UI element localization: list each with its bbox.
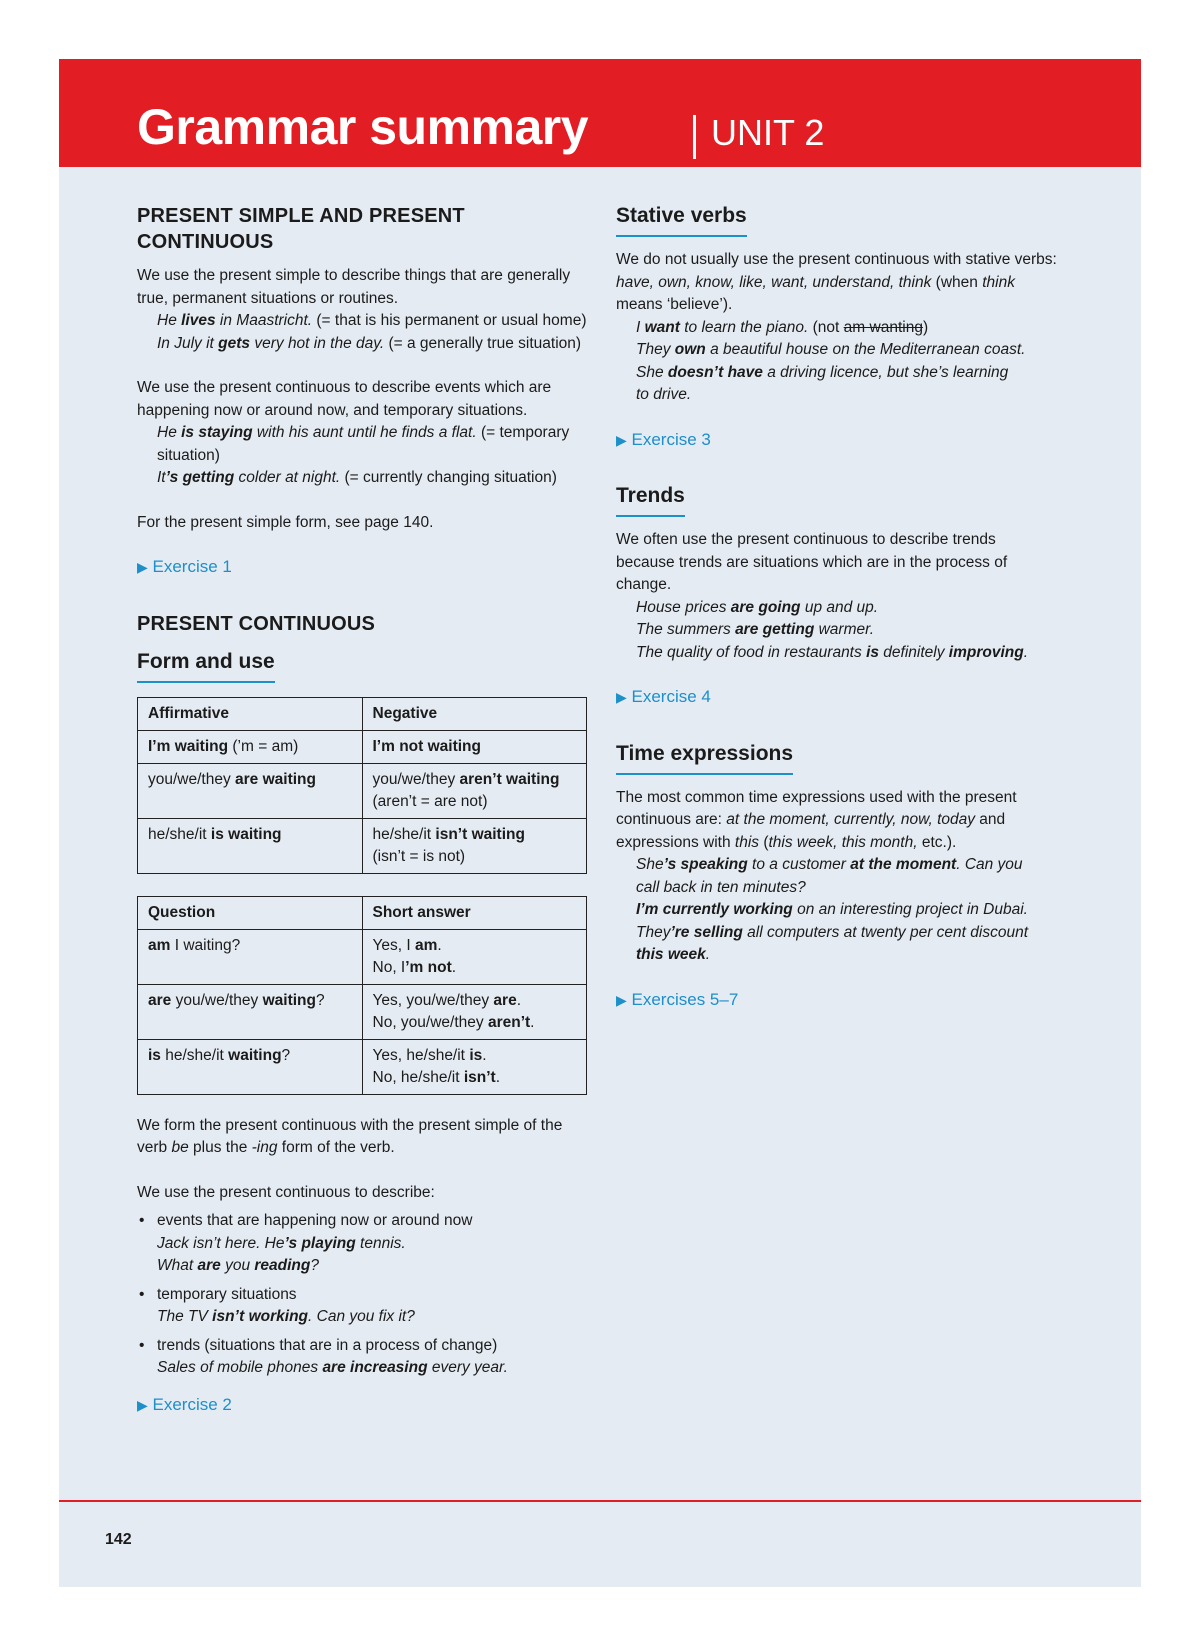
unit-label: UNIT 2 bbox=[711, 112, 825, 153]
page-number: 142 bbox=[105, 1531, 132, 1548]
triangle-right-icon: ▶ bbox=[616, 431, 627, 448]
example-sentence: I want to learn the piano. (not am wanting) bbox=[636, 318, 929, 336]
example-sentence: He is staying with his aunt until he finds a flat. (= temporary situation) bbox=[157, 424, 570, 464]
exercises-5-7-link[interactable]: ▶ Exercises 5–7 bbox=[616, 989, 739, 1009]
exercise-3-link[interactable]: ▶ Exercise 3 bbox=[616, 429, 711, 449]
table-header: Short answer bbox=[362, 896, 587, 929]
list-item: • temporary situations The TV isn’t working. Can you fix it? bbox=[137, 1284, 587, 1329]
right-column bbox=[616, 203, 1058, 1011]
usage-bullet-list bbox=[137, 1210, 587, 1380]
table-row: you/we/they are waiting you/we/they aren’t waiting (aren’t = are not) bbox=[138, 763, 587, 818]
paragraph: We use the present simple to describe things that are generally true, permanent situations or routines. bbox=[137, 267, 571, 307]
exercise-4-link[interactable]: ▶ Exercise 4 bbox=[616, 687, 711, 706]
page-header bbox=[59, 59, 1141, 167]
paragraph: We often use the present continuous to describe trends because trends are situations which are in the process of change. bbox=[616, 531, 1008, 593]
table-row: he/she/it is waiting he/she/it isn’t waiting (isn’t = is not) bbox=[138, 818, 587, 873]
left-column bbox=[137, 203, 587, 1416]
subheading-time-expressions: Time expressions bbox=[616, 741, 793, 775]
paragraph: For the present simple form, see page 140. bbox=[137, 513, 434, 531]
question-short-answer-table bbox=[137, 896, 587, 1095]
triangle-right-icon: ▶ bbox=[616, 991, 627, 1008]
subheading-stative-verbs: Stative verbs bbox=[616, 203, 747, 237]
table-header: Affirmative bbox=[138, 697, 363, 730]
table-row: are you/we/they waiting? Yes, you/we/they are. No, you/we/they aren’t. bbox=[138, 984, 587, 1039]
example-sentence: I’m currently working on an interesting project in Dubai. bbox=[636, 901, 1028, 918]
table-header: Question bbox=[138, 896, 363, 929]
example-sentence: He lives in Maastricht. (= that is his permanent or usual home) bbox=[157, 312, 587, 329]
subheading-form-and-use: Form and use bbox=[137, 649, 275, 683]
example-sentence: She doesn’t have a driving licence, but she’s learning to drive. bbox=[636, 363, 1009, 403]
paragraph: We form the present continuous with the present simple of the verb be plus the -ing form of the verb. bbox=[137, 1116, 563, 1156]
paragraph: We do not usually use the present continuous with stative verbs: have, own, know, like, want, understand, think (when think means ‘believe’). bbox=[616, 251, 1057, 313]
table-row: I’m waiting (’m = am) I’m not waiting bbox=[138, 730, 587, 763]
header-separator bbox=[693, 115, 696, 159]
list-item: • events that are happening now or around now Jack isn’t here. He’s playing tennis. What are you reading? bbox=[137, 1210, 587, 1278]
example-sentence: They own a beautiful house on the Mediterranean coast. bbox=[636, 341, 1026, 358]
example-sentence: The summers are getting warmer. bbox=[636, 621, 875, 638]
example-sentence: They’re selling all computers at twenty per cent discount this week. bbox=[636, 923, 1029, 963]
exercise-1-link[interactable]: ▶ Exercise 1 bbox=[137, 557, 232, 576]
example-sentence: House prices are going up and up. bbox=[636, 598, 879, 616]
triangle-right-icon: ▶ bbox=[137, 559, 148, 575]
paragraph: We use the present continuous to describe: bbox=[137, 1183, 435, 1201]
page-title: Grammar summary bbox=[137, 99, 589, 155]
section-heading-present-continuous: PRESENT CONTINUOUS bbox=[137, 612, 376, 635]
triangle-right-icon: ▶ bbox=[616, 689, 627, 705]
list-item: • trends (situations that are in a process of change) Sales of mobile phones are increasing every year. bbox=[137, 1335, 587, 1380]
paragraph: The most common time expressions used with the present continuous are: at the moment, currently, now, today and expressions with this (this week, this month, etc.). bbox=[616, 788, 1017, 851]
footer-divider bbox=[59, 1500, 1141, 1502]
table-header: Negative bbox=[362, 697, 587, 730]
example-sentence: In July it gets very hot in the day. (= a generally true situation) bbox=[157, 334, 582, 352]
table-row: am I waiting? Yes, I am. No, I’m not. bbox=[138, 929, 587, 984]
example-sentence: She’s speaking to a customer at the moment. Can you call back in ten minutes? bbox=[636, 856, 1023, 896]
exercise-2-link[interactable]: ▶ Exercise 2 bbox=[137, 1394, 232, 1414]
triangle-right-icon: ▶ bbox=[137, 1396, 148, 1413]
section-heading-present-simple-continuous: PRESENT SIMPLE AND PRESENT CONTINUOUS bbox=[137, 205, 465, 253]
grammar-page bbox=[59, 59, 1141, 1587]
table-row: is he/she/it waiting? Yes, he/she/it is. No, he/she/it isn’t. bbox=[138, 1039, 587, 1094]
paragraph: We use the present continuous to describe events which are happening now or around now, and temporary situations. bbox=[137, 379, 552, 419]
example-sentence: The quality of food in restaurants is definitely improving. bbox=[636, 643, 1029, 661]
affirmative-negative-table bbox=[137, 697, 587, 874]
subheading-trends: Trends bbox=[616, 483, 685, 517]
example-sentence: It’s getting colder at night. (= currently changing situation) bbox=[157, 469, 557, 486]
